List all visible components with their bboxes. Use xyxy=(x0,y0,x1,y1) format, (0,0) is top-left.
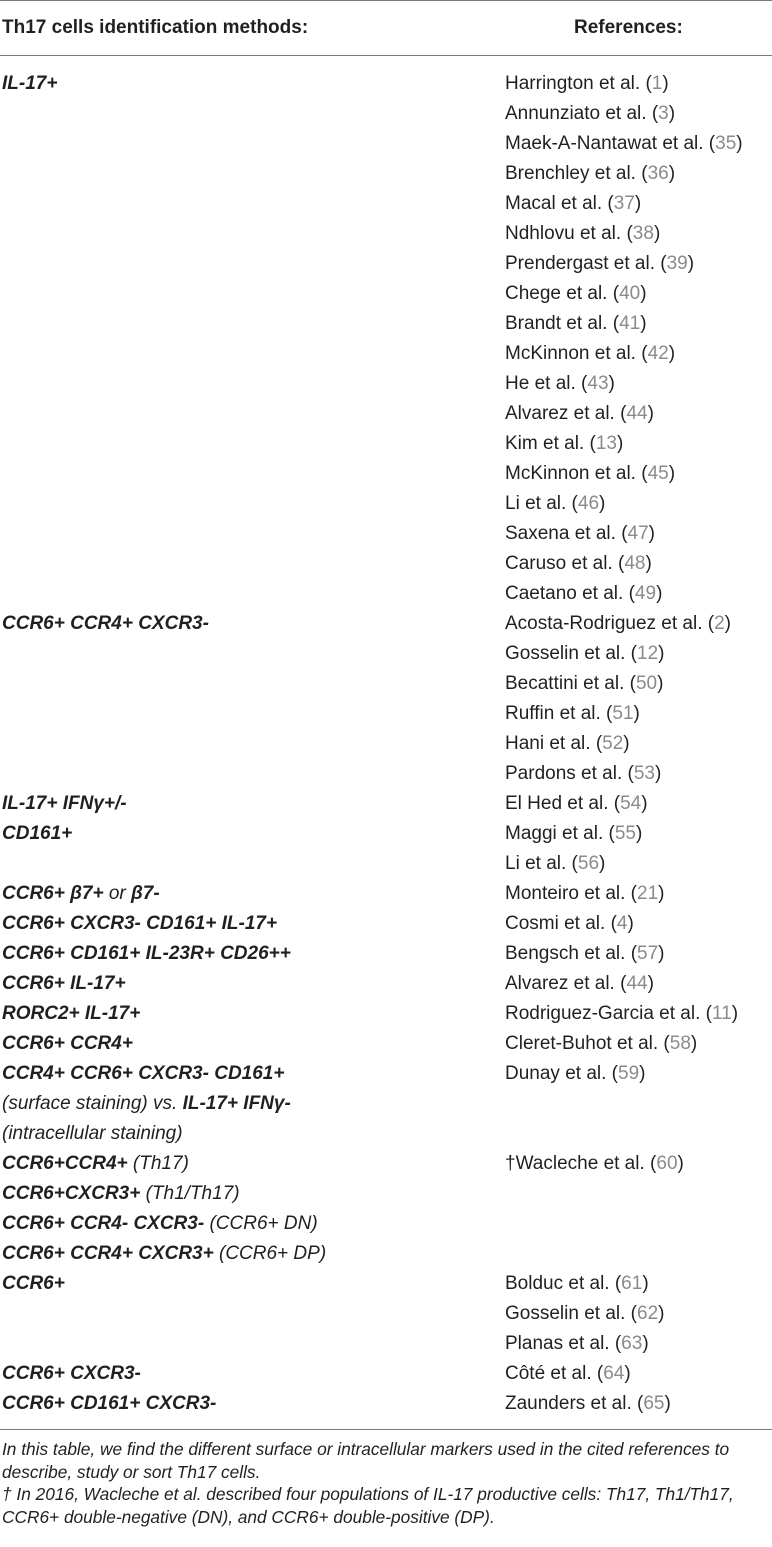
reference-number-link[interactable]: 52 xyxy=(602,733,624,754)
reference-author: McKinnon et al. ( xyxy=(505,343,648,364)
reference-number-link[interactable]: 2 xyxy=(714,613,725,634)
table-row xyxy=(0,163,772,193)
reference-cell xyxy=(505,943,665,965)
table-row xyxy=(0,703,772,733)
marker-cell xyxy=(2,613,209,635)
reference-cell xyxy=(505,493,605,515)
reference-number-link[interactable]: 57 xyxy=(637,943,659,964)
reference-number-link[interactable]: 55 xyxy=(614,823,636,844)
reference-author: Ndhlovu et al. ( xyxy=(505,223,633,244)
table-row xyxy=(0,1273,772,1303)
table-row xyxy=(0,223,772,253)
reference-author: Becattini et al. ( xyxy=(505,673,636,694)
table-row xyxy=(0,523,772,553)
top-rule xyxy=(0,0,772,1)
reference-close-paren: ) xyxy=(658,943,665,964)
table-row xyxy=(0,553,772,583)
reference-close-paren: ) xyxy=(640,283,647,304)
marker-cell xyxy=(2,1213,318,1235)
marker-cell xyxy=(2,1003,140,1025)
reference-author: Cosmi et al. ( xyxy=(505,913,617,934)
marker-cell xyxy=(2,883,160,905)
reference-author: Pardons et al. ( xyxy=(505,763,634,784)
reference-close-paren: ) xyxy=(664,1393,671,1414)
reference-close-paren: ) xyxy=(690,1033,698,1054)
reference-cell xyxy=(505,643,664,665)
reference-close-paren: ) xyxy=(640,313,647,334)
reference-number-link[interactable]: 61 xyxy=(621,1273,643,1294)
reference-number-link[interactable]: 40 xyxy=(619,283,641,304)
header-rule xyxy=(0,55,772,56)
reference-number-link[interactable]: 37 xyxy=(613,193,635,214)
reference-author: Cleret-Buhot et al. ( xyxy=(505,1033,670,1054)
reference-close-paren: ) xyxy=(623,733,630,754)
reference-cell xyxy=(505,703,640,725)
reference-cell xyxy=(505,913,634,935)
reference-cell xyxy=(505,313,647,335)
table-row xyxy=(0,1153,772,1183)
reference-close-paren: ) xyxy=(608,373,615,394)
reference-close-paren: ) xyxy=(645,553,652,574)
marker-text: IL-17+ IFNγ+/- xyxy=(2,793,127,814)
reference-cell xyxy=(505,463,675,485)
table-row xyxy=(0,733,772,763)
table-row xyxy=(0,1243,772,1273)
reference-author: Maggi et al. ( xyxy=(505,823,615,844)
marker-cell xyxy=(2,943,291,965)
table-row xyxy=(0,853,772,883)
reference-author: He et al. ( xyxy=(505,373,588,394)
reference-cell xyxy=(505,373,615,395)
reference-cell xyxy=(505,283,647,305)
reference-cell xyxy=(505,1273,649,1295)
marker-cell xyxy=(2,793,127,815)
reference-close-paren: ) xyxy=(647,403,654,424)
marker-cell xyxy=(2,1273,65,1295)
reference-author: Côté et al. ( xyxy=(505,1363,604,1384)
reference-number-link[interactable]: 4 xyxy=(616,913,628,934)
reference-number-link[interactable]: 38 xyxy=(632,223,654,244)
marker-text: CCR6+ CCR4+ xyxy=(2,1033,133,1054)
reference-cell xyxy=(505,223,660,245)
reference-author: Gosselin et al. ( xyxy=(505,643,637,664)
reference-number-link[interactable]: 11 xyxy=(711,1003,732,1024)
reference-author: McKinnon et al. ( xyxy=(505,463,648,484)
marker-cell xyxy=(2,1093,291,1115)
reference-close-paren: ) xyxy=(656,583,663,604)
reference-close-paren: ) xyxy=(662,73,669,94)
reference-number-link[interactable]: 21 xyxy=(637,883,659,904)
reference-close-paren: ) xyxy=(654,763,662,784)
marker-cell xyxy=(2,1063,284,1085)
marker-text: CCR6+ IL-17+ xyxy=(2,973,126,994)
reference-author: Alvarez et al. ( xyxy=(505,973,627,994)
reference-author: Caruso et al. ( xyxy=(505,553,625,574)
marker-text: or xyxy=(103,883,132,904)
reference-author: Kim et al. ( xyxy=(505,433,596,454)
marker-cell xyxy=(2,1153,189,1175)
reference-author: Prendergast et al. ( xyxy=(505,253,667,274)
reference-author: Caetano et al. ( xyxy=(505,583,635,604)
reference-number-link[interactable]: 42 xyxy=(647,343,669,364)
reference-close-paren: ) xyxy=(736,133,743,154)
marker-text: β7- xyxy=(131,883,160,904)
marker-text: CCR6+ β7+ xyxy=(2,883,104,904)
reference-cell xyxy=(505,793,648,815)
marker-text: CCR6+ CCR4+ CXCR3- xyxy=(2,613,209,634)
marker-text: CCR6+ CD161+ CXCR3- xyxy=(2,1393,217,1414)
reference-close-paren: ) xyxy=(731,1003,739,1024)
reference-close-paren: ) xyxy=(639,1063,646,1084)
marker-text: IL-17+ xyxy=(2,73,58,94)
reference-cell xyxy=(505,193,641,215)
marker-text: (CCR6+ DP) xyxy=(213,1243,327,1264)
reference-author: Gosselin et al. ( xyxy=(505,1303,637,1324)
table-row xyxy=(0,343,772,373)
reference-author: Bolduc et al. ( xyxy=(505,1273,622,1294)
reference-close-paren: ) xyxy=(677,1153,684,1174)
reference-cell xyxy=(505,1153,684,1175)
reference-close-paren: ) xyxy=(599,853,606,874)
marker-text: CCR6+CXCR3+ xyxy=(2,1183,141,1204)
reference-cell xyxy=(505,253,694,275)
reference-number-link[interactable]: 53 xyxy=(633,763,655,784)
marker-text: RORC2+ IL-17+ xyxy=(2,1003,141,1024)
header-references: References: xyxy=(574,17,683,38)
reference-number-link[interactable]: 47 xyxy=(627,523,649,544)
reference-number-link[interactable]: 44 xyxy=(626,973,648,994)
reference-close-paren: ) xyxy=(641,793,648,814)
reference-number-link[interactable]: 64 xyxy=(603,1363,625,1384)
marker-cell xyxy=(2,1033,133,1055)
marker-text: (Th17) xyxy=(127,1153,189,1174)
reference-cell xyxy=(505,433,623,455)
reference-number-link[interactable]: 13 xyxy=(595,433,617,454)
marker-text: (CCR6+ DN) xyxy=(204,1213,318,1234)
reference-cell xyxy=(505,1333,649,1355)
reference-cell xyxy=(505,883,664,905)
table-row xyxy=(0,943,772,973)
marker-cell xyxy=(2,823,72,845)
reference-cell xyxy=(505,1033,697,1055)
table-row xyxy=(0,823,772,853)
marker-text: (surface staining) vs. xyxy=(2,1093,183,1114)
reference-cell xyxy=(505,133,743,155)
reference-cell xyxy=(505,1393,671,1415)
reference-author: Monteiro et al. ( xyxy=(505,883,637,904)
reference-close-paren: ) xyxy=(624,1363,631,1384)
reference-close-paren: ) xyxy=(616,433,624,454)
table-row xyxy=(0,403,772,433)
reference-cell xyxy=(505,1003,738,1025)
table-row xyxy=(0,673,772,703)
marker-cell xyxy=(2,1393,216,1415)
reference-cell xyxy=(505,403,654,425)
reference-number-link[interactable]: 39 xyxy=(666,253,688,274)
reference-close-paren: ) xyxy=(657,673,664,694)
footnote-wacleche: † In 2016, Wacleche et al. described four populations of IL-17 productive cells: Th17, Th1/Th17, CCR6+ double-negative (DN), and CCR6+ double-positive (DP). xyxy=(2,1484,734,1527)
table-row xyxy=(0,1213,772,1243)
marker-cell xyxy=(2,1363,141,1385)
marker-text: CCR6+ CCR4- CXCR3- xyxy=(2,1213,205,1234)
reference-cell xyxy=(505,973,654,995)
marker-cell xyxy=(2,1183,240,1205)
reference-number-link[interactable]: 59 xyxy=(618,1063,640,1084)
reference-number-link[interactable]: 41 xyxy=(619,313,641,334)
reference-number-link[interactable]: 60 xyxy=(656,1153,678,1174)
reference-cell xyxy=(505,673,663,695)
table-row xyxy=(0,193,772,223)
reference-cell xyxy=(505,733,630,755)
reference-cell xyxy=(505,823,642,845)
marker-cell xyxy=(2,73,57,95)
reference-cell xyxy=(505,553,652,575)
table-row xyxy=(0,1333,772,1363)
reference-number-link[interactable]: 45 xyxy=(647,463,669,484)
reference-number-link[interactable]: 65 xyxy=(643,1393,665,1414)
table-row xyxy=(0,913,772,943)
reference-cell xyxy=(505,163,675,185)
table-row xyxy=(0,433,772,463)
table-row xyxy=(0,973,772,1003)
reference-author: El Hed et al. ( xyxy=(505,793,621,814)
reference-cell xyxy=(505,763,661,785)
marker-text: CCR6+ CXCR3- xyxy=(2,1363,141,1384)
reference-number-link[interactable]: 58 xyxy=(669,1033,691,1054)
table-row xyxy=(0,613,772,643)
reference-number-link[interactable]: 56 xyxy=(577,853,600,874)
reference-author: Bengsch et al. ( xyxy=(505,943,638,964)
reference-author: Planas et al. ( xyxy=(505,1333,622,1354)
reference-cell xyxy=(505,1303,664,1325)
reference-close-paren: ) xyxy=(668,343,676,364)
reference-author: Zaunders et al. ( xyxy=(505,1393,644,1414)
reference-close-paren: ) xyxy=(599,493,606,514)
table-row xyxy=(0,793,772,823)
reference-close-paren: ) xyxy=(653,223,661,244)
reference-number-link[interactable]: 3 xyxy=(658,103,669,124)
reference-cell xyxy=(505,1063,645,1085)
marker-cell xyxy=(2,1243,326,1265)
table-row xyxy=(0,103,772,133)
reference-close-paren: ) xyxy=(687,253,695,274)
marker-text: CCR6+ CD161+ IL-23R+ CD26++ xyxy=(2,943,291,964)
reference-number-link[interactable]: 63 xyxy=(621,1333,643,1354)
reference-cell xyxy=(505,73,669,95)
table-row xyxy=(0,1003,772,1033)
reference-author: Dunay et al. ( xyxy=(505,1063,618,1084)
reference-author: †Wacleche et al. ( xyxy=(505,1153,657,1174)
reference-author: Alvarez et al. ( xyxy=(505,403,627,424)
reference-cell xyxy=(505,523,655,545)
reference-author: Chege et al. ( xyxy=(505,283,620,304)
table-row xyxy=(0,73,772,103)
reference-cell xyxy=(505,613,731,635)
reference-author: Brandt et al. ( xyxy=(505,313,620,334)
header-methods: Th17 cells identification methods: xyxy=(2,17,309,38)
table-row xyxy=(0,373,772,403)
marker-cell xyxy=(2,973,126,995)
reference-author: Rodriguez-Garcia et al. ( xyxy=(505,1003,712,1024)
table-row xyxy=(0,1393,772,1423)
table-row xyxy=(0,1183,772,1213)
reference-number-link[interactable]: 49 xyxy=(634,583,657,604)
table-row xyxy=(0,463,772,493)
reference-author: Annunziato et al. ( xyxy=(505,103,659,124)
reference-number-link[interactable]: 51 xyxy=(612,703,634,724)
table-row xyxy=(0,1063,772,1093)
reference-close-paren: ) xyxy=(668,463,676,484)
reference-number-link[interactable]: 1 xyxy=(651,73,663,94)
reference-close-paren: ) xyxy=(634,193,642,214)
table-row xyxy=(0,883,772,913)
table-row xyxy=(0,1363,772,1393)
table-row xyxy=(0,643,772,673)
table-row xyxy=(0,1033,772,1063)
marker-text: CCR6+CCR4+ xyxy=(2,1153,128,1174)
reference-author: Li et al. ( xyxy=(505,853,578,874)
reference-number-link[interactable]: 36 xyxy=(647,163,669,184)
table-row xyxy=(0,253,772,283)
reference-author: Maek-A-Nantawat et al. ( xyxy=(505,133,716,154)
reference-number-link[interactable]: 44 xyxy=(626,403,648,424)
reference-cell xyxy=(505,103,675,125)
marker-text: CCR6+ xyxy=(2,1273,65,1294)
reference-cell xyxy=(505,583,662,605)
reference-number-link[interactable]: 12 xyxy=(637,643,659,664)
marker-text: CCR4+ CCR6+ CXCR3- CD161+ xyxy=(2,1063,285,1084)
reference-author: Acosta-Rodriguez et al. ( xyxy=(505,613,715,634)
reference-close-paren: ) xyxy=(724,613,731,634)
marker-text: IL-17+ IFNγ- xyxy=(182,1093,291,1114)
reference-number-link[interactable]: 35 xyxy=(715,133,737,154)
reference-number-link[interactable]: 48 xyxy=(624,553,646,574)
reference-number-link[interactable]: 43 xyxy=(587,373,609,394)
reference-close-paren: ) xyxy=(633,703,640,724)
reference-number-link[interactable]: 62 xyxy=(637,1303,659,1324)
table-row xyxy=(0,313,772,343)
marker-text: (Th1/Th17) xyxy=(140,1183,240,1204)
bottom-rule xyxy=(0,1429,772,1430)
reference-close-paren: ) xyxy=(648,523,655,544)
reference-author: Li et al. ( xyxy=(505,493,578,514)
reference-close-paren: ) xyxy=(658,643,665,664)
marker-cell xyxy=(2,1123,183,1145)
reference-number-link[interactable]: 46 xyxy=(577,493,600,514)
reference-close-paren: ) xyxy=(668,163,676,184)
reference-close-paren: ) xyxy=(647,973,654,994)
reference-close-paren: ) xyxy=(658,1303,665,1324)
table-row xyxy=(0,133,772,163)
reference-close-paren: ) xyxy=(642,1273,649,1294)
reference-author: Brenchley et al. ( xyxy=(505,163,648,184)
reference-close-paren: ) xyxy=(627,913,634,934)
reference-close-paren: ) xyxy=(642,1333,649,1354)
reference-cell xyxy=(505,1363,631,1385)
marker-text: CD161+ xyxy=(2,823,73,844)
table-row xyxy=(0,493,772,523)
table-row xyxy=(0,1093,772,1123)
table-row xyxy=(0,283,772,313)
table-row xyxy=(0,583,772,613)
marker-text: CCR6+ CXCR3- CD161+ IL-17+ xyxy=(2,913,278,934)
reference-close-paren: ) xyxy=(658,883,665,904)
table-row xyxy=(0,1303,772,1333)
marker-cell xyxy=(2,913,277,935)
reference-author: Macal et al. ( xyxy=(505,193,614,214)
reference-author: Hani et al. ( xyxy=(505,733,603,754)
reference-author: Ruffin et al. ( xyxy=(505,703,613,724)
reference-close-paren: ) xyxy=(668,103,676,124)
reference-author: Harrington et al. ( xyxy=(505,73,652,94)
table-row xyxy=(0,1123,772,1153)
reference-cell xyxy=(505,853,605,875)
reference-cell xyxy=(505,343,675,365)
table-row xyxy=(0,763,772,793)
reference-author: Saxena et al. ( xyxy=(505,523,628,544)
footnote-table-description: In this table, we find the different surface or intracellular markers used in the cited references to describe, study or sort Th17 cells. xyxy=(2,1439,730,1482)
marker-text: CCR6+ CCR4+ CXCR3+ xyxy=(2,1243,214,1264)
reference-number-link[interactable]: 50 xyxy=(635,673,658,694)
reference-close-paren: ) xyxy=(635,823,643,844)
reference-number-link[interactable]: 54 xyxy=(620,793,642,814)
marker-text: (intracellular staining) xyxy=(2,1123,183,1144)
